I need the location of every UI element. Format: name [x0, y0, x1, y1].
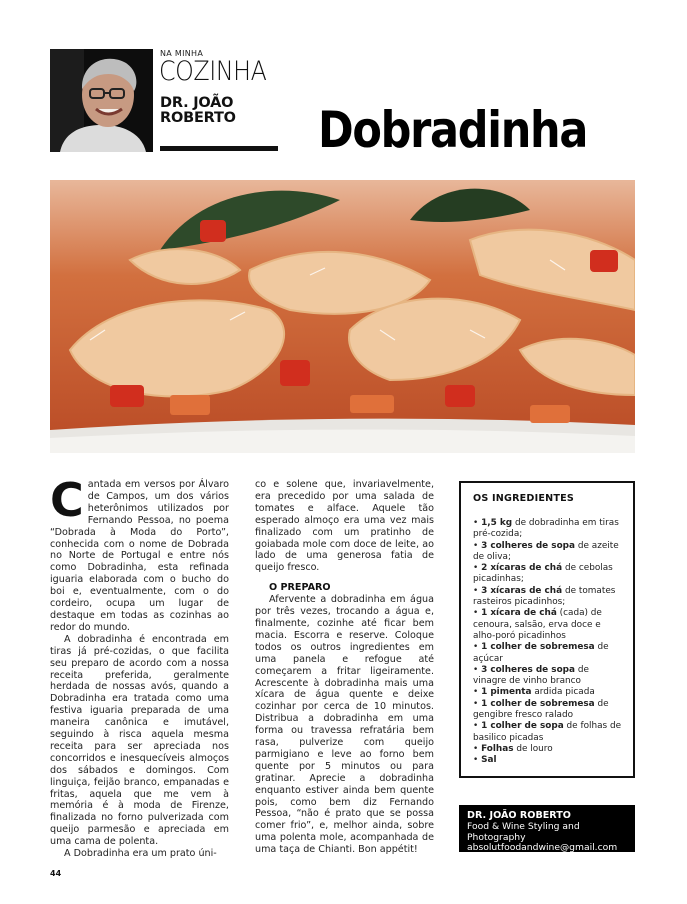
signature-role: Food & Wine Styling and Photography — [467, 820, 580, 843]
dish-photo-icon — [50, 180, 635, 453]
article-column-1 — [50, 473, 229, 860]
ingredient-description: de folhas de basilico picadas — [473, 721, 622, 743]
bullet-icon: • — [473, 642, 482, 653]
bullet-icon: • — [473, 664, 482, 675]
ingredients-title: OS INGREDIENTES — [473, 493, 574, 504]
ingredient-description: (cada) de cenoura, salsão, erva doce e alho-poró picadinhos — [473, 608, 602, 641]
bullet-icon: • — [473, 608, 482, 619]
column-name: COZINHA — [159, 56, 267, 87]
ingredient-item — [473, 699, 623, 722]
ingredient-quantity: 1 xícara de chá — [481, 608, 557, 619]
ingredient-item — [473, 642, 623, 665]
ingredient-description: de tomates rasteiros picadinhos; — [473, 585, 616, 608]
drop-cap: C — [50, 473, 84, 527]
bullet-icon: • — [473, 698, 482, 709]
preparation-paragraph: Afervente a dobradinha em água por três vezes, trocando a água e, finalmente, cozinhe até ficar bem macia. Escorra e reserve. Coloque todos os outros ingredientes em uma panela e refogue até começarem a fritar ligeiramente. Acrescente à dobradinha mais uma xícara de água quente e deixe cozinhar por cerca de 10 minutos. Distribua a dobradinha em uma forma ou travessa refratária bem rasa, pulverize com queijo parmigiano e leve ao forno bem quente por 5 minutos ou para gratinar. Aprecie a dobradinha enquanto estiver ainda bem quente pois, como bem diz Fernando Pessoa, “não é prato que se possa comer frio”, e, melhor ainda, sobre uma polenta mole, acompanhada de uma taça de Chianti. Bon appétit! — [255, 594, 434, 856]
ingredients-box — [459, 481, 635, 778]
ingredient-description: de açúcar — [473, 642, 609, 664]
ingredient-description: de louro — [513, 743, 553, 754]
bullet-icon: • — [473, 540, 482, 551]
ingredient-item — [473, 721, 623, 744]
ingredient-description: de gengibre fresco ralado — [473, 698, 609, 721]
header-rule — [160, 146, 278, 151]
ingredient-quantity: Sal — [481, 755, 497, 766]
ingredient-item — [473, 665, 623, 688]
ingredient-item — [473, 744, 623, 755]
ingredient-quantity: 3 colheres de sopa — [481, 540, 576, 551]
ingredient-quantity: 1 colher de sobremesa — [481, 698, 595, 709]
ingredient-description: ardida picada — [531, 687, 595, 698]
ingredient-description: de cebolas picadinhas; — [473, 563, 613, 585]
article-column-2 — [255, 479, 434, 856]
author-first-line: DR. JOÃO — [160, 95, 234, 111]
ingredient-quantity: 3 colheres de sopa — [481, 664, 576, 675]
ingredient-quantity: 3 xícaras de chá — [481, 585, 563, 596]
page-number: 44 — [50, 869, 62, 878]
ingredient-quantity: 1,5 kg — [481, 518, 513, 528]
intro-text: antada em versos por Álvaro de Campos, um dos vários heterônimos utilizados por Fernando Pessoa, no poema “Dobrada à Moda do Porto”, conhecida com o nome de Dobrada no Norte de Portugal e entre nós como Dobradinha, esta refinada iguaria elaborada com o bucho do boi e, eventualmente, com o do cordeiro, ocupa um lugar de destaque em todas as cozinhas ao redor do mundo. — [50, 479, 229, 633]
bullet-icon: • — [473, 743, 482, 754]
author-signature — [459, 805, 635, 852]
article-title: Dobradinha — [318, 101, 588, 159]
author-portrait-icon — [50, 49, 153, 152]
bullet-icon: • — [473, 755, 482, 766]
column-kicker: NA MINHA — [160, 49, 204, 58]
paragraph-3: A Dobradinha era um prato úni- — [64, 848, 217, 860]
ingredients-list — [473, 518, 623, 767]
ingredient-item — [473, 608, 623, 642]
signature-email: absolutfoodandwine@gmail.com — [467, 842, 618, 854]
signature-name: DR. JOÃO ROBERTO — [467, 810, 571, 821]
ingredient-item — [473, 755, 623, 766]
ingredient-quantity: 1 pimenta — [481, 687, 532, 698]
ingredient-item — [473, 518, 623, 541]
ingredient-item — [473, 586, 623, 609]
ingredient-quantity: Folhas — [481, 743, 514, 754]
bullet-icon: • — [473, 585, 482, 596]
column-author — [160, 96, 236, 126]
ingredient-quantity: 1 colher de sopa — [481, 721, 564, 732]
bullet-icon: • — [473, 518, 482, 528]
author-second-line: ROBERTO — [160, 110, 236, 126]
paragraph-2: A dobradinha é encontrada em tiras já pré-cozidas, o que facilita seu preparo de acordo com a nossa receita preferida, geralmente herdada de nossas avós, quando a Dobradinha era tratada como uma festiva iguaria preparada de uma maneira canônica e imutável, seguindo à risca aquela mesma receita para ser apreciada nos concorridos e inesquecíveis almoços dos sábados e domingos. Com linguiça, feijão branco, empanadas e fritas, aquela que me vem à memória é à moda de Firenze, finalizada no forno pulverizada com queijo parmesão e apreciada em uma cama de polenta. — [50, 633, 229, 848]
ingredient-quantity: 1 colher de sobremesa — [481, 642, 595, 653]
hero-image — [50, 180, 635, 453]
ingredient-item — [473, 563, 623, 586]
paragraph-3-continued: co e solene que, invariavelmente, era precedido por uma salada de tomates e alface. Aquele tão esperado almoço era uma vez mais finalizado com um pratinho de goiabada mole com doce de leite, ao lado de uma generosa fatia de queijo fresco. — [255, 479, 434, 574]
ingredient-description: de dobradinha em tiras pré-cozida; — [473, 518, 619, 540]
ingredient-item — [473, 687, 623, 698]
bullet-icon: • — [473, 563, 482, 574]
intro-paragraph — [50, 473, 229, 634]
ingredient-item — [473, 541, 623, 564]
bullet-icon: • — [473, 721, 482, 732]
ingredient-description: de vinagre de vinho branco — [473, 664, 589, 687]
author-photo — [50, 49, 153, 152]
ingredient-description: de azeite de oliva; — [473, 540, 619, 562]
preparation-heading: O PREPARO — [269, 582, 331, 594]
bullet-icon: • — [473, 687, 482, 698]
ingredient-quantity: 2 xícaras de chá — [481, 563, 563, 574]
